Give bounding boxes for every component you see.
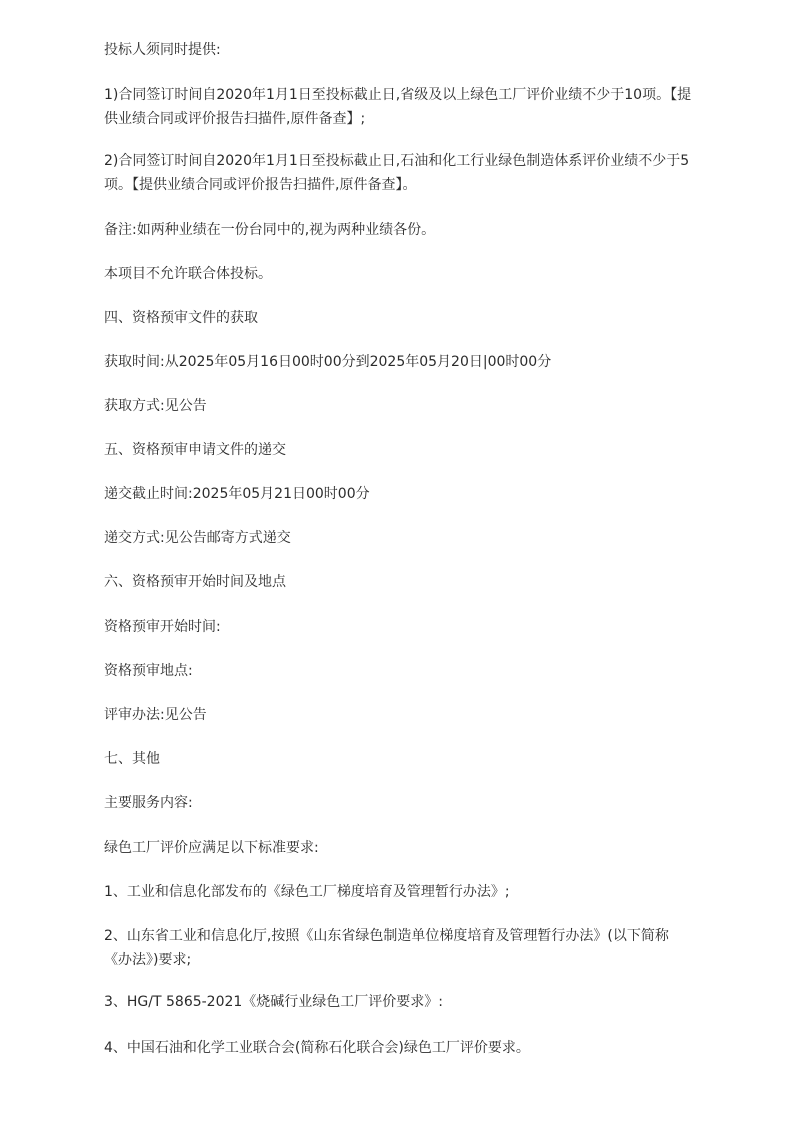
paragraph-submission-method: 递交方式:见公告邮寄方式递交 xyxy=(104,530,291,546)
paragraph-green-factory-performance: 1)合同签订时间自2020年1月1日至投标截止日,省级及以上绿色工厂评价业绩不少于10项。【提供业绩合同或评价报告扫描件,原件备查】; xyxy=(104,87,692,127)
list-item-standard-4: 4、中国石油和化学工业联合会(简称石化联合会)绿色工厂评价要求。 xyxy=(104,1040,530,1056)
paragraph-obtain-time: 获取时间:从2025年05月16日00时00分到2025年05月20日|00时00分 xyxy=(104,354,552,370)
paragraph-bidder-requirements-intro: 投标人须同时提供: xyxy=(104,42,221,58)
paragraph-prequal-location: 资格预审地点: xyxy=(104,663,193,679)
list-item-standard-3: 3、HG/T 5865-2021《烧碱行业绿色工厂评价要求》: xyxy=(104,994,444,1010)
paragraph-no-consortium: 本项目不允许联合体投标。 xyxy=(104,266,272,282)
paragraph-prequal-start-time: 资格预审开始时间: xyxy=(104,619,221,635)
section-heading-5: 五、资格预审申请文件的递交 xyxy=(104,442,286,458)
section-heading-6: 六、资格预审开始时间及地点 xyxy=(104,574,286,590)
paragraph-review-method: 评审办法:见公告 xyxy=(104,707,207,723)
paragraph-submission-deadline: 递交截止时间:2025年05月21日00时00分 xyxy=(104,486,370,502)
paragraph-note: 备注:如两种业绩在一份台同中的,视为两种业绩各份。 xyxy=(104,222,436,238)
paragraph-obtain-method: 获取方式:见公告 xyxy=(104,398,207,414)
section-heading-4: 四、资格预审文件的获取 xyxy=(104,310,258,326)
paragraph-main-services: 主要服务内容: xyxy=(104,795,193,811)
paragraph-standards-intro: 绿色工厂评价应满足以下标准要求: xyxy=(104,840,319,856)
list-item-standard-1: 1、工业和信息化部发布的《绿色工厂梯度培育及管理暂行办法》; xyxy=(104,884,510,900)
list-item-standard-2: 2、山东省工业和信息化厅,按照《山东省绿色制造单位梯度培育及管理暂行办法》(以下简称《办法》)要求; xyxy=(104,928,669,968)
section-heading-7: 七、其他 xyxy=(104,751,160,767)
paragraph-petrochemical-performance: 2)合同签订时间自2020年1月1日至投标截止日,石油和化工行业绿色制造体系评价业绩不少于5项。【提供业绩合同或评价报告扫描件,原件备查】。 xyxy=(104,153,690,193)
